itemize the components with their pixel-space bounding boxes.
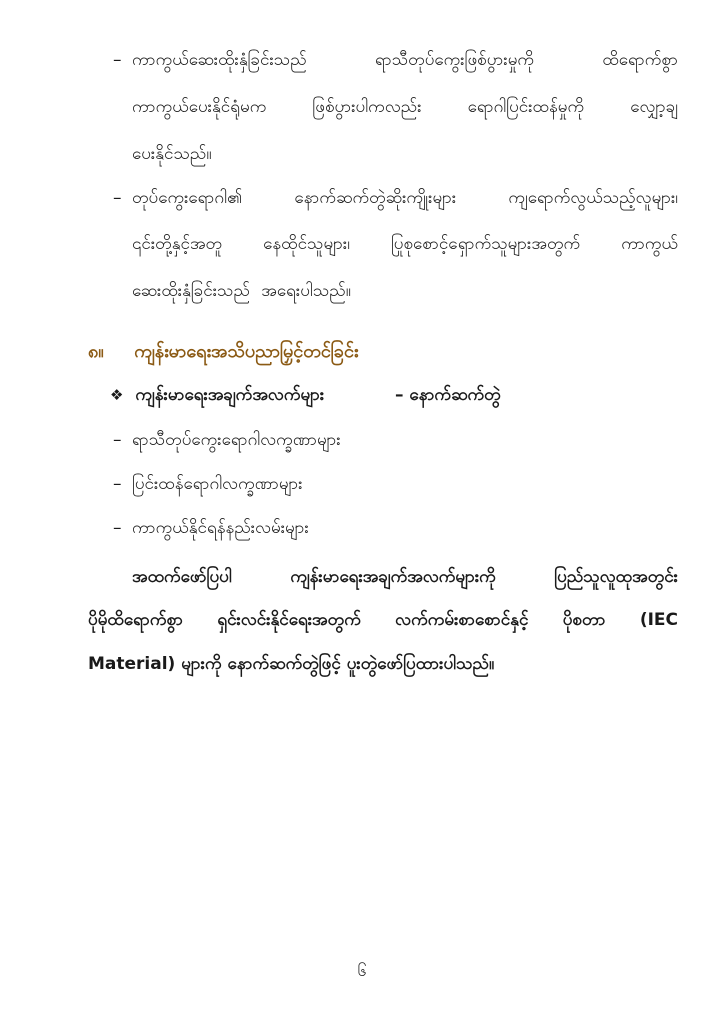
list-dash: – bbox=[113, 430, 122, 450]
closing-line-2: ပိုမိုထိရောက်စွာ ရှင်းလင်းနိုင်ရေးအတွက် လက်ကမ်းစာစောင်နှင့် ပိုစတာ (IEC bbox=[88, 610, 678, 630]
section-heading bbox=[88, 340, 359, 364]
section-number: ၈။ bbox=[88, 341, 104, 362]
bullet-2-line-1: တုပ်ကွေးရောဂါ၏ နောက်ဆက်တွဲဆိုးကျိုးများ ကျရောက်လွယ်သည့်လူများ၊ bbox=[132, 188, 678, 208]
section-title: ကျန်းမာရေးအသိပညာမြှင့်တင်ခြင်း bbox=[134, 341, 359, 362]
bullet-dash: – bbox=[113, 188, 122, 208]
bullet-1-line-1: ကာကွယ်ဆေးထိုးနှံခြင်းသည် ရာသီတုပ်ကွေးဖြစ်ပွားမှုကို ထိရောက်စွာ bbox=[132, 50, 678, 70]
sub-heading-left: ကျန်းမာရေးအချက်အလက်များ bbox=[135, 385, 325, 405]
sub-heading bbox=[110, 383, 324, 407]
bullet-2-line-2: ၎င်းတို့နှင့်အတူ နေထိုင်သူများ၊ ပြုစုစောင့်ရှောက်သူများအတွက် ကာကွယ် bbox=[132, 234, 678, 254]
list-dash: – bbox=[113, 474, 122, 494]
page-number: ၆ bbox=[357, 961, 367, 980]
diamond-bullet-icon: ❖ bbox=[110, 386, 124, 404]
list-dash: – bbox=[113, 518, 122, 538]
list-item: ပြင်းထန်ရောဂါလက္ခဏာများ bbox=[132, 474, 303, 494]
list-item: ရာသီတုပ်ကွေးရောဂါလက္ခဏာများ bbox=[132, 430, 341, 450]
bullet-dash: – bbox=[113, 50, 122, 70]
bullet-1-line-2: ကာကွယ်ပေးနိုင်ရုံမက ဖြစ်ပွားပါကလည်း ရောဂါပြင်းထန်မှုကို လျှော့ချ bbox=[132, 97, 678, 117]
list-item: ကာကွယ်နိုင်ရန်နည်းလမ်းများ bbox=[132, 518, 309, 538]
bullet-2-line-3: ဆေးထိုးနှံခြင်းသည် အရေးပါသည်။ bbox=[132, 281, 351, 301]
sub-heading-right: – နောက်ဆက်တွဲ bbox=[395, 385, 501, 405]
closing-line-3: Material) များကို နောက်ဆက်တွဲဖြင့် ပူးတွဲဖော်ပြထားပါသည်။ bbox=[88, 654, 495, 674]
bullet-1-line-3: ပေးနိုင်သည်။ bbox=[132, 144, 212, 164]
closing-line-1: အထက်ဖော်ပြပါ ကျန်းမာရေးအချက်အလက်များကို ပြည်သူလူထုအတွင်း bbox=[132, 567, 678, 587]
